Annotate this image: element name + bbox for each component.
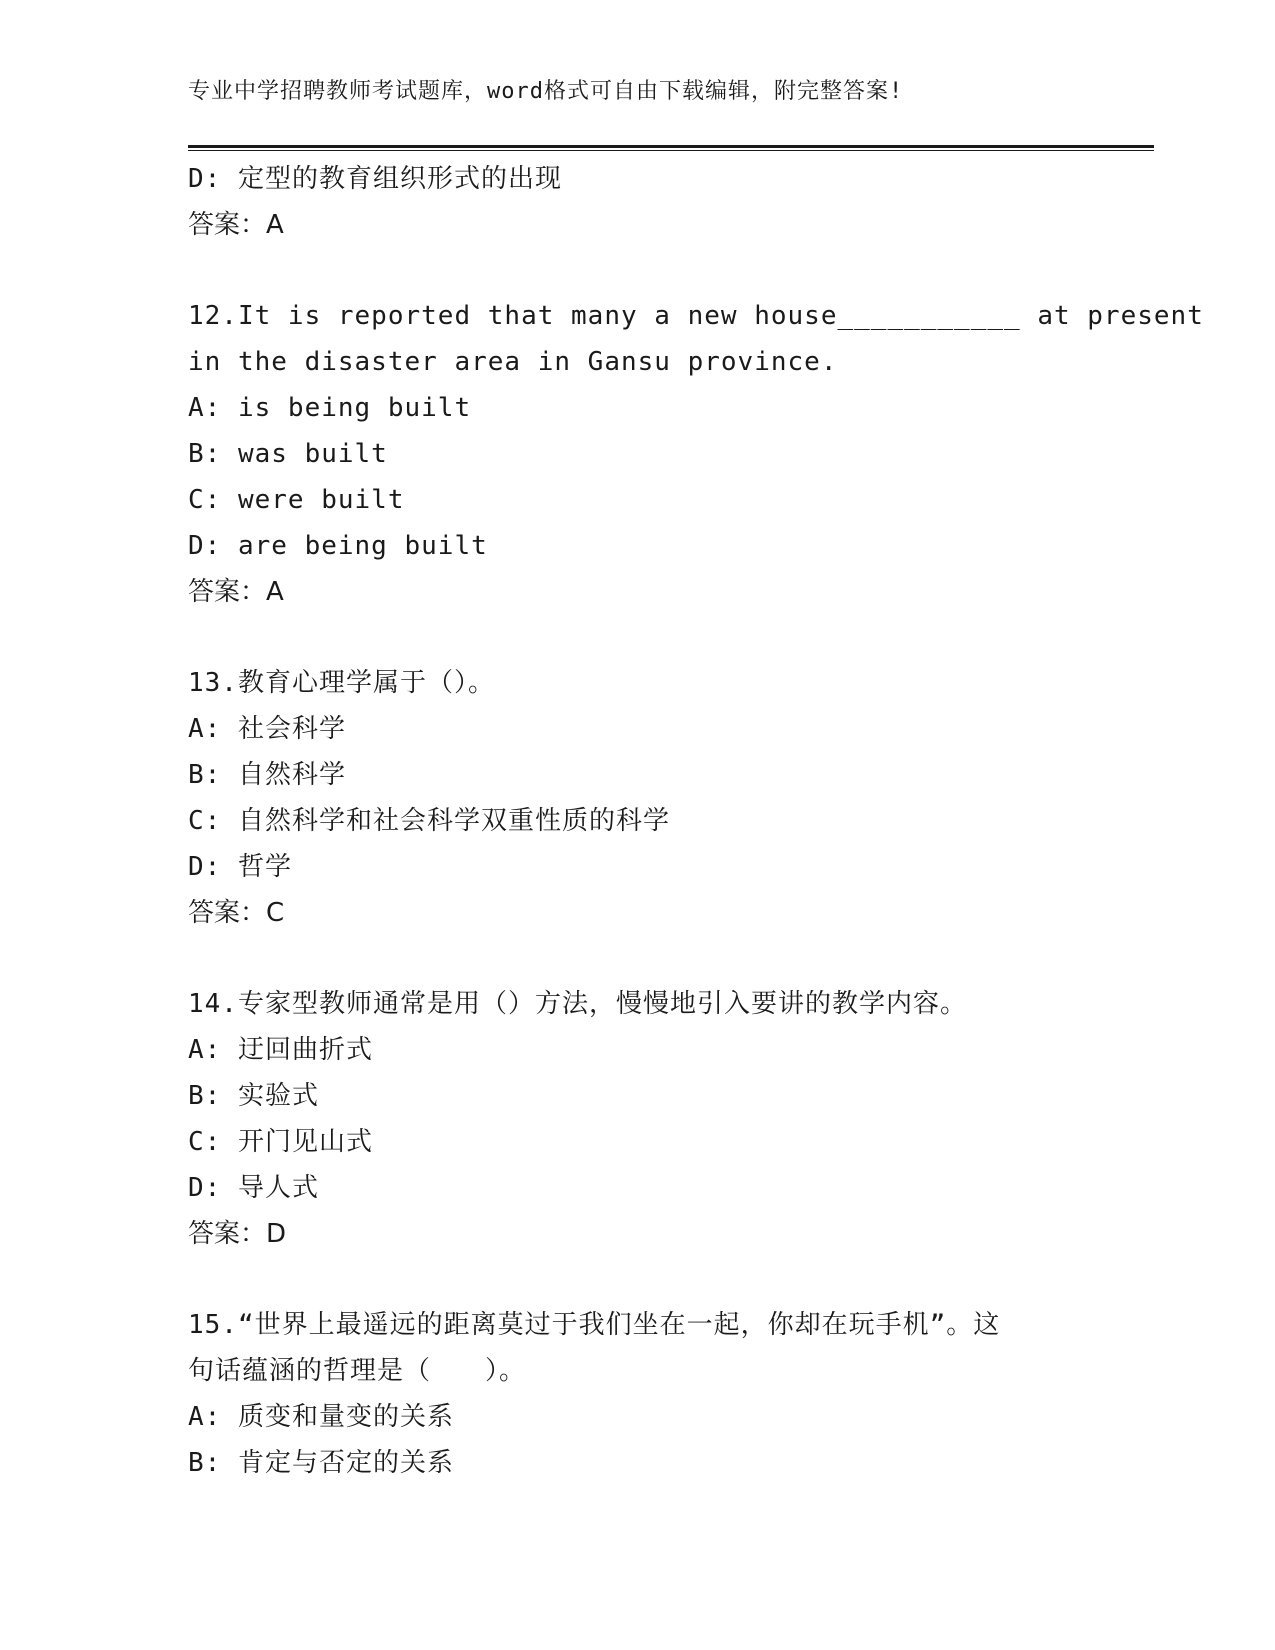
question-text: 14.专家型教师通常是用（）方法，慢慢地引入要讲的教学内容。 [188, 989, 967, 1019]
option-d: D: 定型的教育组织形式的出现 [188, 164, 562, 194]
option-c: C: 自然科学和社会科学双重性质的科学 [188, 806, 670, 836]
option-d: D: are being built [188, 531, 488, 561]
answer-line: 答案：C [188, 898, 285, 928]
answer-line: 答案：D [188, 1219, 287, 1249]
question-12 [188, 293, 1204, 615]
question-15 [188, 1302, 1088, 1486]
option-d: D: 导人式 [188, 1173, 319, 1203]
question-text: 15.“世界上最遥远的距离莫过于我们坐在一起，你却在玩手机”。这 [188, 1310, 1001, 1340]
option-b: B: 自然科学 [188, 760, 346, 790]
header-rule-thick [188, 145, 1154, 148]
option-a: A: 质变和量变的关系 [188, 1402, 454, 1432]
answer-line: 答案：A [188, 210, 284, 240]
option-b: B: 实验式 [188, 1081, 319, 1111]
option-b: B: 肯定与否定的关系 [188, 1448, 454, 1478]
option-a: A: 社会科学 [188, 714, 346, 744]
question-text: 句话蕴涵的哲理是（ ）。 [188, 1356, 527, 1386]
question-text: 13.教育心理学属于（）。 [188, 668, 495, 698]
option-a: A: is being built [188, 393, 472, 423]
question-text: in the disaster area in Gansu province. [188, 347, 838, 377]
option-c: C: 开门见山式 [188, 1127, 373, 1157]
question-content [188, 156, 1204, 1486]
question-14 [188, 981, 1088, 1257]
answer-line: 答案：A [188, 577, 284, 607]
header-rule-thin [188, 150, 1154, 151]
question-text: 12.It is reported that many a new house___________ at present [188, 301, 1204, 331]
page-header: 专业中学招聘教师考试题库，word格式可自由下载编辑，附完整答案! [188, 79, 904, 104]
option-a: A: 迂回曲折式 [188, 1035, 373, 1065]
option-c: C: were built [188, 485, 405, 515]
question-13 [188, 660, 1088, 936]
option-b: B: was built [188, 439, 388, 469]
option-d: D: 哲学 [188, 852, 292, 882]
